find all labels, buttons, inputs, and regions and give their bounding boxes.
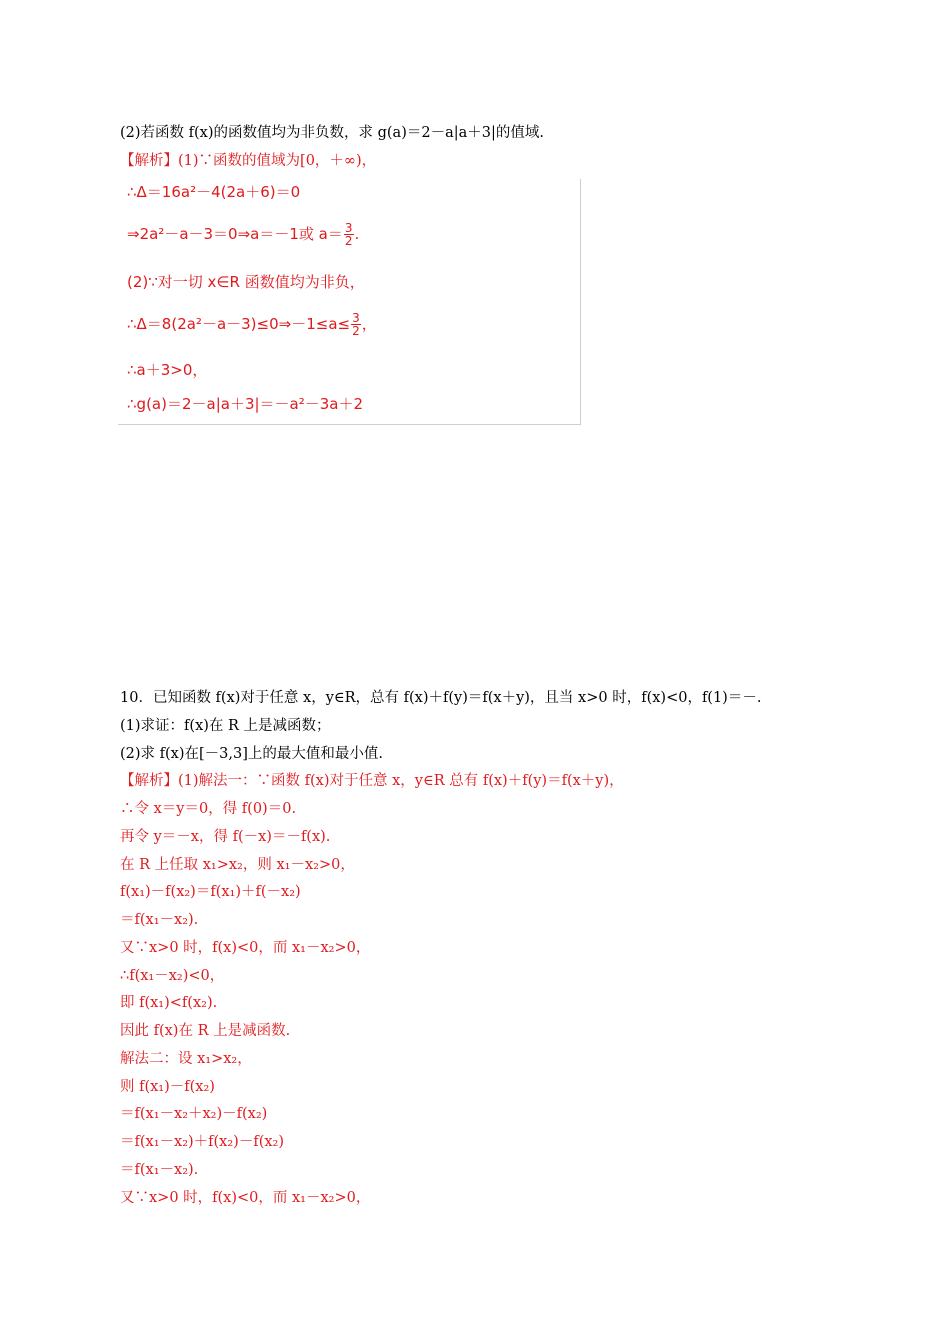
fraction-numerator: 3 (344, 221, 353, 235)
solution-step: ＝f(x₁－x₂)＋f(x₂)－f(x₂) (120, 1134, 285, 1150)
fraction (351, 312, 361, 337)
solution-step: ∴令 x＝y＝0，得 f(0)＝0. (120, 801, 297, 817)
question-10: 10．已知函数 f(x)对于任意 x，y∈R，总有 f(x)＋f(y)＝f(x＋y)，且当 x>0 时，f(x)<0，f(1)＝－. (120, 690, 762, 706)
fraction (344, 222, 354, 247)
solution-step: f(x₁)－f(x₂)＝f(x₁)＋f(－x₂) (120, 884, 301, 900)
solution-step: ∴f(x₁－x₂)<0， (120, 968, 225, 984)
fraction-numerator: 3 (352, 311, 360, 325)
analysis-line (120, 771, 624, 791)
analysis-tag: 【解析】 (120, 773, 178, 789)
solution-step: 又∵x>0 时，f(x)<0，而 x₁－x₂>0， (120, 940, 371, 956)
analysis-line (120, 151, 376, 171)
solution-step: 则 f(x₁)－f(x₂) (120, 1079, 215, 1095)
solution-line-2-end: . (354, 225, 360, 243)
solution-step: 在 R 上任取 x₁>x₂，则 x₁－x₂>0， (120, 857, 355, 873)
solution-step: ＝f(x₁－x₂＋x₂)－f(x₂) (120, 1106, 268, 1122)
solution-line-2-text: ⇒2a²－a－3＝0⇒a＝－1或 a＝ (127, 225, 343, 243)
solution-step: ＝f(x₁－x₂). (120, 912, 199, 928)
solution-line-5: ∴a＋3>0， (127, 361, 208, 379)
analysis-tag: 【解析】 (120, 153, 178, 169)
analysis-text: (1)解法一：∵函数 f(x)对于任意 x，y∈R 总有 f(x)＋f(y)＝f(x＋y)， (178, 773, 624, 789)
solution-step: ＝f(x₁－x₂). (120, 1162, 199, 1178)
solution-line-2 (127, 222, 359, 247)
solution-line-4-text: ∴Δ＝8(2a²－a－3)≤0⇒－1≤a≤ (127, 315, 351, 333)
fraction-denominator: 2 (352, 324, 360, 338)
solution-line-3: (2)∵对一切 x∈R 函数值均为非负， (127, 273, 365, 291)
question-10-part2: (2)求 f(x)在[－3,3]上的最大值和最小值. (120, 746, 383, 762)
solution-step: 因此 f(x)在 R 上是减函数. (120, 1023, 291, 1039)
solution-step: 即 f(x₁)<f(x₂). (120, 995, 218, 1011)
solution-step: 解法二：设 x₁>x₂， (120, 1051, 252, 1067)
solution-step: 又∵x>0 时，f(x)<0，而 x₁－x₂>0， (120, 1190, 371, 1206)
question-9-part2: (2)若函数 f(x)的函数值均为非负数，求 g(a)＝2－a|a＋3|的值域. (120, 125, 544, 141)
solution-line-6: ∴g(a)＝2－a|a＋3|＝－a²－3a＋2 (127, 395, 364, 413)
solution-line-4-end: ， (361, 315, 377, 333)
solution-image-box (118, 179, 581, 425)
solution-line-1: ∴Δ＝16a²－4(2a＋6)＝0 (127, 183, 301, 201)
question-10-part1: (1)求证：f(x)在 R 上是减函数； (120, 718, 331, 734)
solution-step: 再令 y＝－x，得 f(－x)＝－f(x). (120, 829, 331, 845)
fraction-denominator: 2 (344, 234, 353, 248)
analysis-text: (1)∵函数的值域为[0，＋∞)， (178, 153, 377, 169)
solution-line-4 (127, 312, 377, 337)
